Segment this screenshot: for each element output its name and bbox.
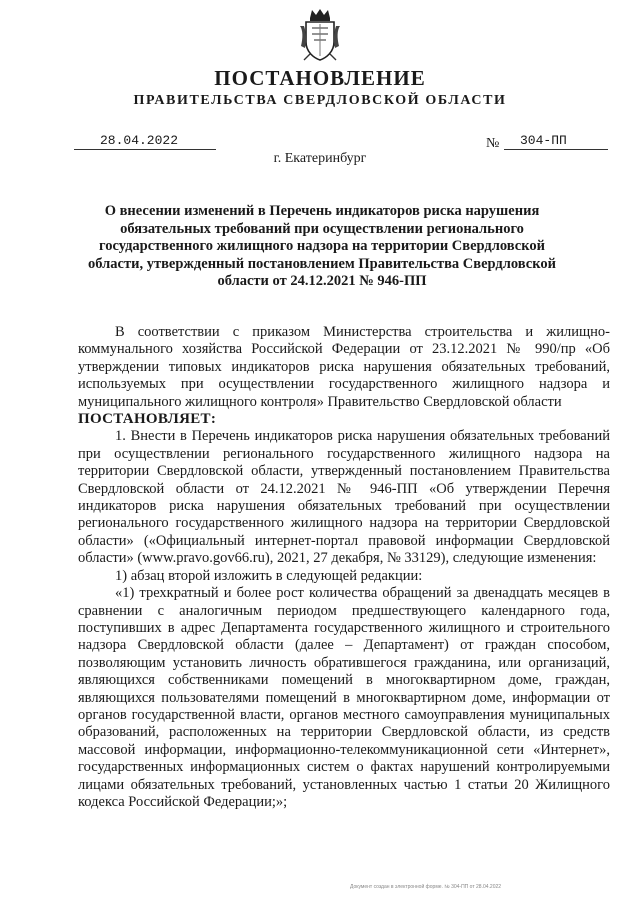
issuing-authority: ПРАВИТЕЛЬСТВА СВЕРДЛОВСКОЙ ОБЛАСТИ xyxy=(133,93,507,108)
decree-word: ПОСТАНОВЛЯЕТ: xyxy=(78,411,217,428)
document-date: 28.04.2022 xyxy=(74,133,216,150)
number-label: № xyxy=(486,136,500,151)
document-type-title: ПОСТАНОВЛЕНИЕ xyxy=(214,66,426,90)
quoted-amendment: «1) трехкратный и более рост количества обращений за двенадцать месяцев в сравнении с аналогичным периодом предшествующего календарного года, поступивших в адрес Департамента государственного жилищного и строительного надзора Свердловской области (далее – Департамент) от граждан способом, позволяющим установить личность обратившегося гражданина, или организаций, являющихся собственниками помещений в многоквартирном доме, граждан, являющихся пользователями помещений в многоквартирном доме, информации от органов государственной власти, органов местного самоуправления муниципальных образований, расположенных на территории Свердловской области, из средств массовой информации, информационно-телекоммуникационной сети «Интернет», государственных информационных систем о фактах нарушений контролируемыми лицами обязательных требований, установленных частью 1 статьи 20 Жилищного кодекса Российской Федерации;»; xyxy=(78,585,610,810)
document-number: 304-ПП xyxy=(504,133,608,150)
coat-of-arms-icon xyxy=(298,8,342,62)
document-heading: О внесении изменений в Перечень индикаторов риска нарушения обязательных требований при осуществлении регионального государственного жилищного надзора на территории Свердловской области, утвержденный постановлением Правительства Свердловской области от 24.12.2021 № 946-ПП xyxy=(88,203,556,290)
clause-1: 1. Внести в Перечень индикаторов риска нарушения обязательных требований при осуществлении регионального государственного жилищного надзора на территории Свердловской области, утвержденный постановлением Правительства Свердловской области от 24.12.2021 № 946-ПП «Об утверждении Перечня индикаторов риска нарушения обязательных требований при осуществлении регионального государственного жилищного надзора на территории Свердловской области» («Официальный интернет-портал правовой информации Свердловской области» (www.pravo.gov66.ru), 2021, 27 декабря, № 33129), следующие изменения: xyxy=(78,428,610,567)
document-body xyxy=(78,324,610,811)
subclause-1: 1) абзац второй изложить в следующей редакции: xyxy=(115,567,423,584)
document-city: г. Екатеринбург xyxy=(273,151,367,166)
electronic-signature-footer: Документ создан в электронной форме. № 304-ПП от 28.04.2022 xyxy=(350,884,502,890)
intro-paragraph: В соответствии с приказом Министерства строительства и жилищно-коммунального хозяйства Российской Федерации от 23.12.2021 № 990/пр «Об утверждении типовых индикаторов риска нарушения обязательных требований, используемых при осуществлении государственного жилищного надзора и муниципального жилищного контроля» Правительство Свердловской области xyxy=(78,324,610,410)
